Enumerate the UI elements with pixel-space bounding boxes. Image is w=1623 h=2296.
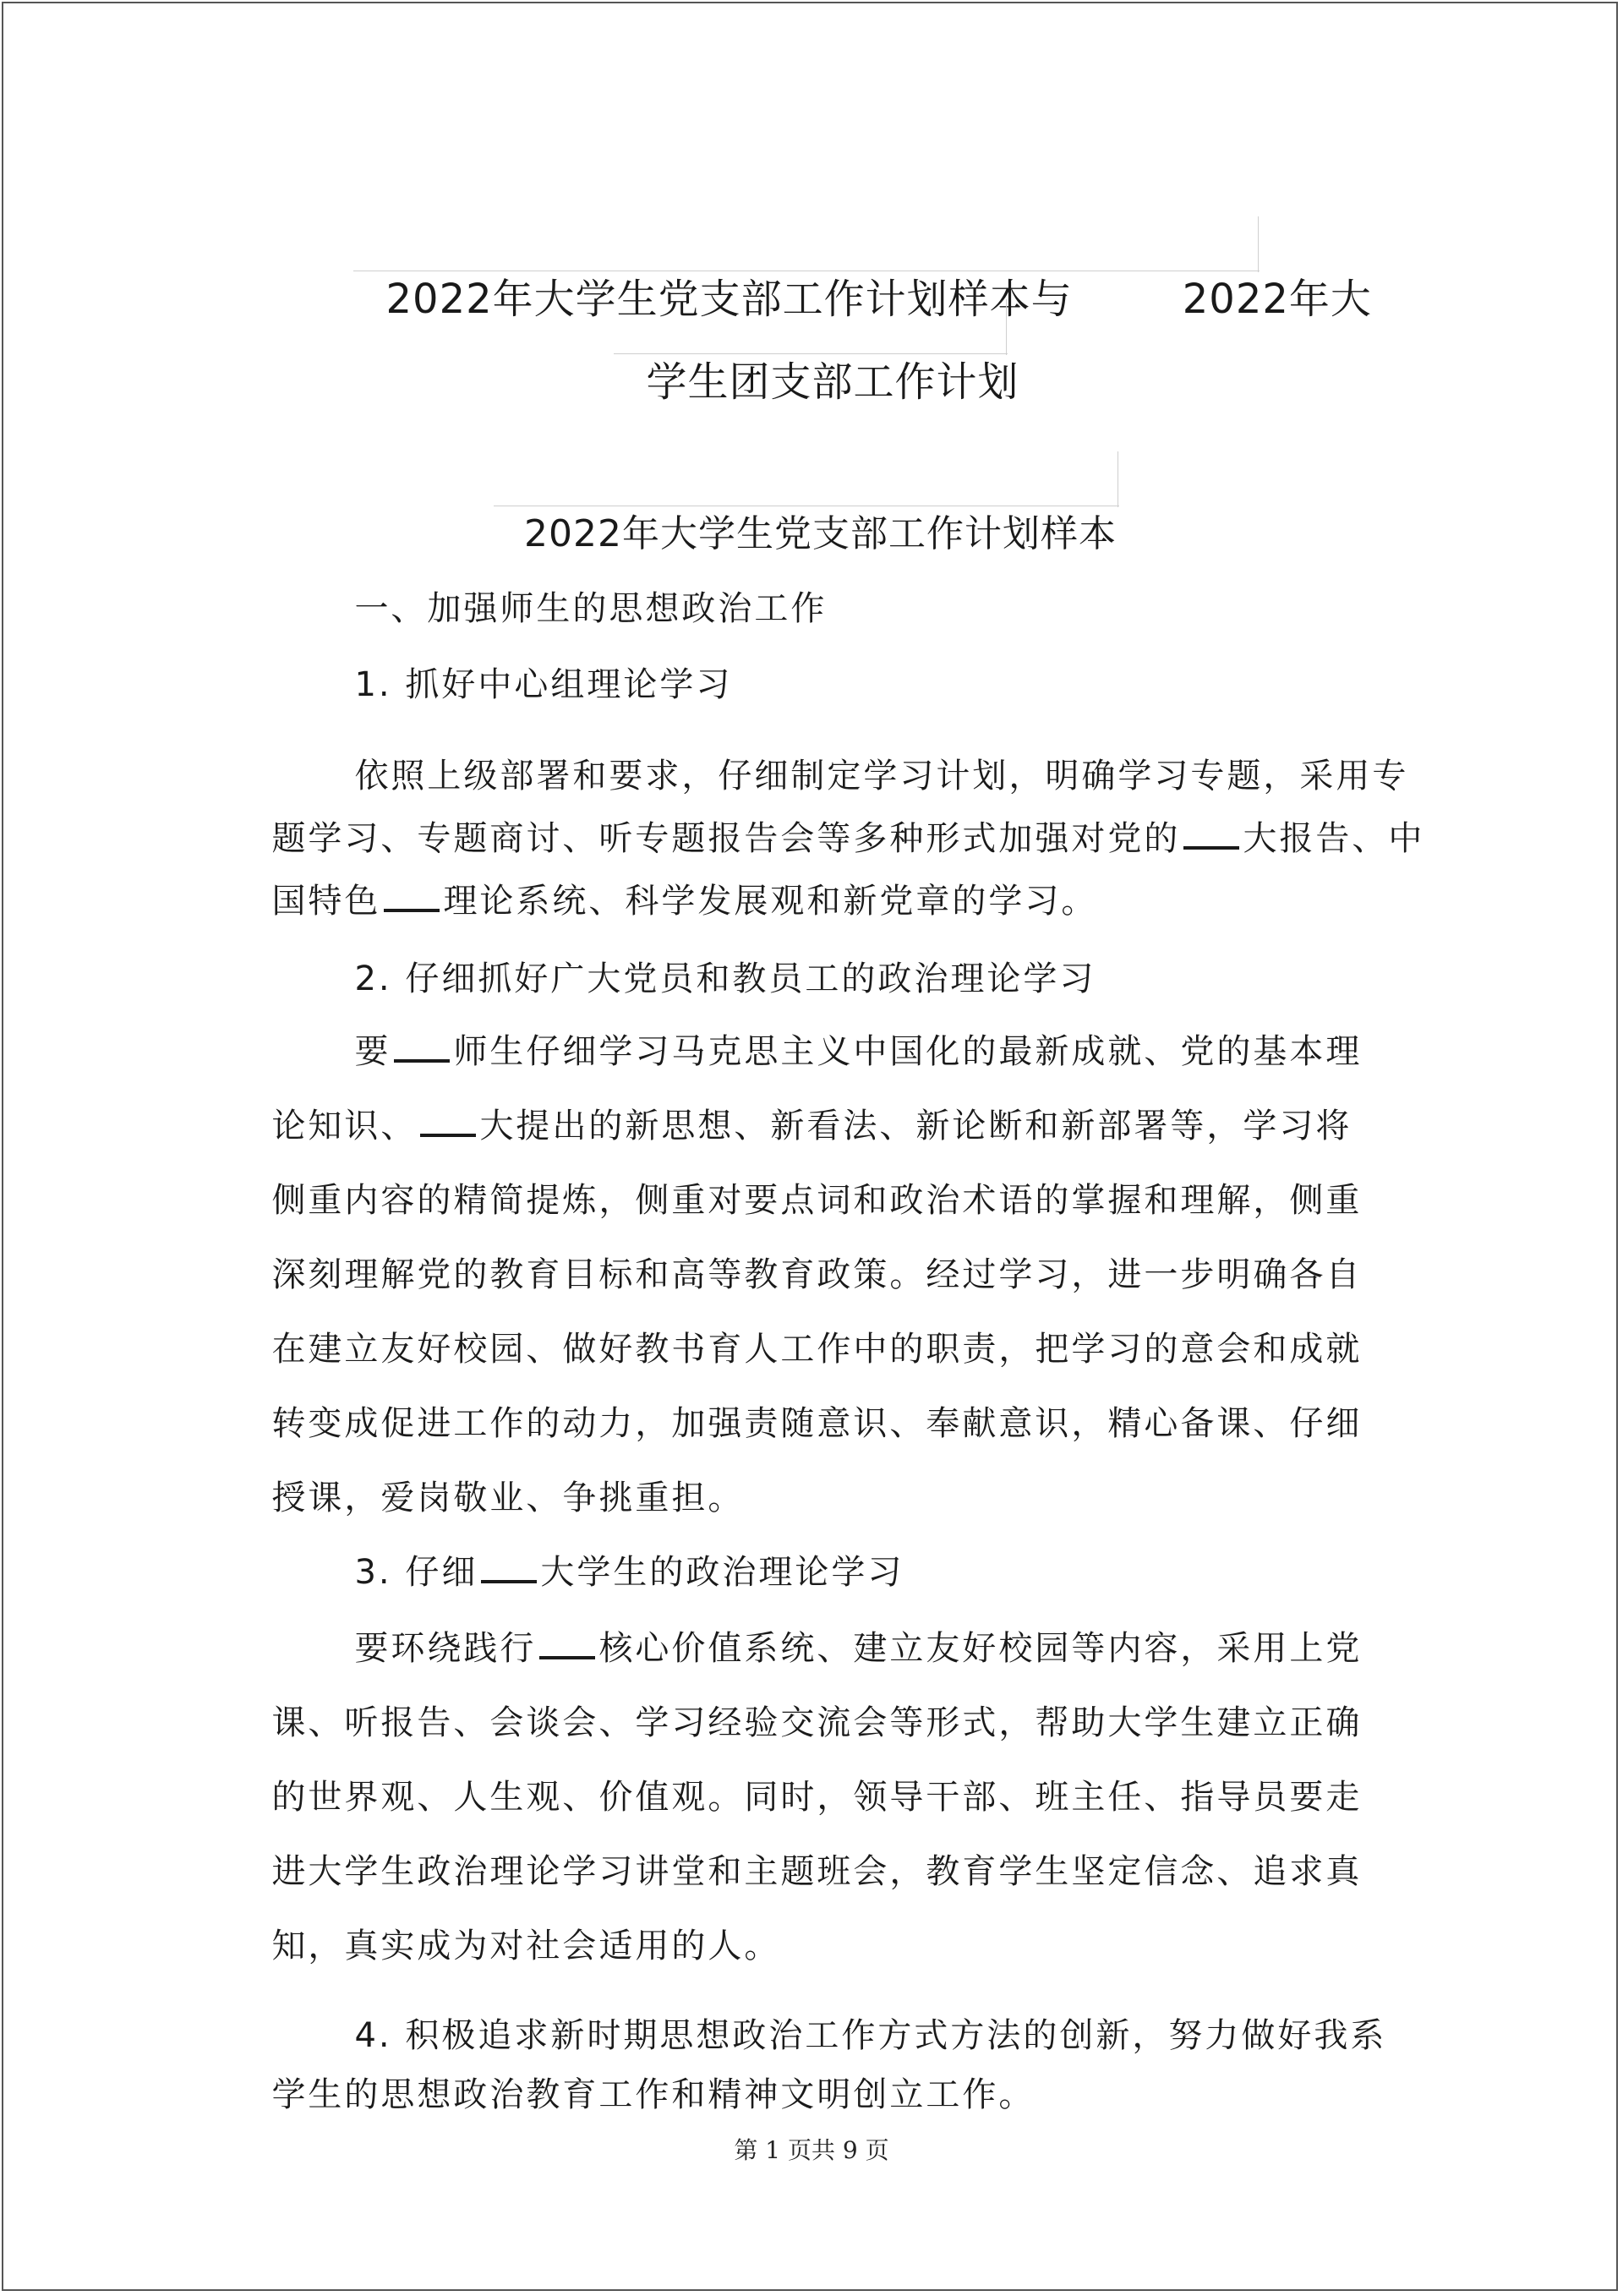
subtitle-text: 2022年大学生党支部工作计划样本 xyxy=(523,512,1117,555)
paragraph-text: 学生的思想政治教育工作和精神文明创立工作。 xyxy=(271,2075,1036,2114)
paragraph-text: 论知识、 xyxy=(271,1107,418,1145)
paragraph-line xyxy=(245,2024,1035,2118)
paragraph-text: 在建立友好校园、做好教书育人工作中的职责，把学习的意会和成就 xyxy=(271,1330,1363,1369)
title-box-edge xyxy=(1258,216,1260,272)
paragraph-text: 核心价值系统、建立友好校园等内容，采用上党 xyxy=(598,1629,1363,1668)
subtitle-box-edge xyxy=(494,506,1119,507)
title-box-edge xyxy=(353,271,1260,272)
paragraph-text: 课、听报告、会谈会、学习经验交流会等形式，帮助大学生建立正确 xyxy=(271,1703,1363,1742)
paragraph-text: 深刻理解党的教育目标和高等教育政策。经过学习，进一步明确各自 xyxy=(271,1255,1363,1294)
paragraph-text: 侧重内容的精简提炼，侧重对要点词和政治术语的掌握和理解，侧重 xyxy=(271,1181,1363,1220)
paragraph-text: 的世界观、人生观、价值观。同时，领导干部、班主任、指导员要走 xyxy=(271,1778,1363,1817)
title-part-2: 2022年大 xyxy=(1182,276,1372,323)
paragraph-text: 授课，爱岗敬业、争挑重担。 xyxy=(271,1479,745,1517)
paragraph-text: 理论系统、科学发展观和新党章的学习。 xyxy=(443,882,1098,921)
document-title-line-2 xyxy=(615,301,1023,409)
item1-heading xyxy=(328,614,732,708)
item3-heading-text: 大学生的政治理论学习 xyxy=(540,1553,904,1592)
paragraph-text: 依照上级部署和要求，仔细制定学习计划，明确学习专题，采用专 xyxy=(354,757,1409,795)
item1-heading-text: 1. 抓好中心组理论学习 xyxy=(354,665,733,704)
title-box-edge xyxy=(614,353,1008,355)
subtitle-box-edge xyxy=(1118,451,1120,507)
paragraph-text: 大提出的新思想、新看法、新论断和新部署等，学习将 xyxy=(479,1107,1352,1145)
page-number-footer xyxy=(0,2134,1623,2168)
section-heading-text: 一、加强师生的思想政治工作 xyxy=(354,589,828,628)
paragraph-line xyxy=(245,1875,780,1970)
paragraph-text: 大报告、中 xyxy=(1243,819,1425,858)
paragraph-text: 题学习、专题商讨、听专题报告会等多种形式加强对党的 xyxy=(271,819,1181,858)
paragraph-text: 转变成促进工作的动力，加强责随意识、奉献意识，精心备课、仔细 xyxy=(271,1404,1363,1443)
paragraph-text: 要环绕践行 xyxy=(354,1629,537,1668)
paragraph-text: 师生仔细学习马克思主义中国化的最新成就、党的基本理 xyxy=(453,1032,1363,1071)
item2-heading-text: 2. 仔细抓好广大党员和教员工的政治理论学习 xyxy=(354,959,1096,998)
paragraph-text: 知，真实成为对社会适用的人。 xyxy=(271,1927,781,1965)
item3-heading-text: 3. 仔细 xyxy=(354,1553,478,1592)
paragraph-text: 国特色 xyxy=(271,882,381,921)
title-gap xyxy=(1073,276,1183,323)
paragraph-text: 4. 积极追求新时期思想政治工作方式方法的创新，努力做好我系 xyxy=(354,2016,1387,2055)
blank-underline xyxy=(1183,817,1239,850)
paragraph-text: 要 xyxy=(354,1032,391,1071)
title-box-edge xyxy=(1006,299,1008,355)
title-part-1: 2022年大学生党支部工作计划样本与 xyxy=(385,276,1073,323)
title-part-3: 学生团支部工作计划 xyxy=(646,358,1019,406)
paragraph-text: 进大学生政治理论学习讲堂和主题班会，教育学生坚定信念、追求真 xyxy=(271,1852,1363,1891)
page-number-text: 第 1 页共 9 页 xyxy=(734,2136,889,2164)
